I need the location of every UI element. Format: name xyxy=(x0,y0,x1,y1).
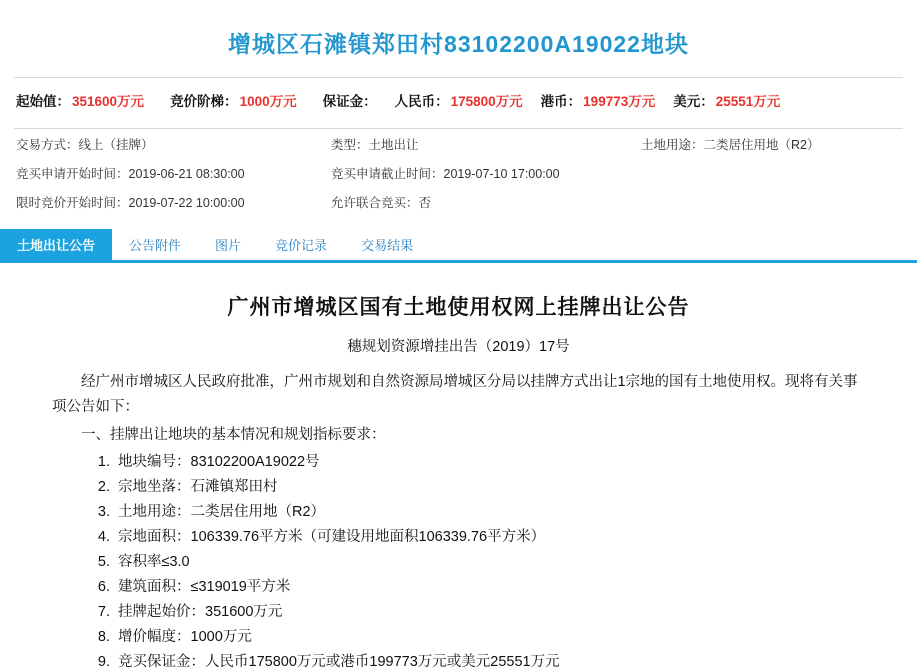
info-value: 2019-07-10 17:00:00 xyxy=(443,167,560,181)
info-value: 否 xyxy=(418,196,432,210)
info-apply-start xyxy=(16,164,331,182)
bid-step-label: 竞价阶梯： xyxy=(170,94,238,109)
info-joint-bid xyxy=(331,193,641,211)
bid-step-group xyxy=(170,90,297,110)
list-item: 5. 容积率≤3.0 xyxy=(114,550,865,575)
info-key: 类型： xyxy=(331,138,369,152)
list-item: 7. 挂牌起始价：351600万元 xyxy=(114,600,865,625)
tab-transaction-result[interactable]: 交易结果 xyxy=(361,238,414,253)
list-item: 1. 地块编号：83102200A19022号 xyxy=(114,450,865,475)
deposit-cny-label: 人民币： xyxy=(394,94,449,109)
list-item: 2. 宗地坐落：石滩镇郑田村 xyxy=(114,475,865,500)
list-item: 9. 竞买保证金：人民币175800万元或港币199773万元或美元25551万元 xyxy=(114,650,865,671)
deposit-hkd-value: 199773万元 xyxy=(583,94,656,109)
info-key: 竞买申请开始时间： xyxy=(16,167,129,181)
deposit-usd-value: 25551万元 xyxy=(715,94,781,109)
page-title: 增城区石滩镇郑田村83102200A19022地块 xyxy=(228,31,689,57)
start-price-group xyxy=(16,90,144,110)
document-paragraph-1: 经广州市增城区人民政府批准，广州市规划和自然资源局增城区分局以挂牌方式出让1宗地的国有土地使用权。现将有关事项公告如下： xyxy=(52,374,858,416)
info-block xyxy=(0,129,917,221)
tab-notice-attachment[interactable]: 公告附件 xyxy=(129,238,182,253)
info-spacer-2 xyxy=(641,193,901,211)
document-item-list xyxy=(52,450,865,671)
info-grid xyxy=(16,135,901,211)
document-section-1: 一、挂牌出让地块的基本情况和规划指标要求： xyxy=(81,426,386,443)
deposit-hkd-group xyxy=(541,90,656,110)
deposit-cny-value: 175800万元 xyxy=(450,94,523,109)
info-limit-bid-start xyxy=(16,193,331,211)
info-value: 2019-06-21 08:30:00 xyxy=(128,167,245,181)
deposit-usd-label: 美元： xyxy=(673,94,714,109)
list-item: 3. 土地用途：二类居住用地（R2） xyxy=(114,500,865,525)
info-spacer-1 xyxy=(641,164,901,182)
tab-bid-records[interactable]: 竞价记录 xyxy=(275,238,328,253)
deposit-cny-group xyxy=(395,90,523,110)
tab-images[interactable]: 图片 xyxy=(215,238,242,253)
deposit-usd-group xyxy=(673,90,780,110)
info-key: 土地用途： xyxy=(641,138,704,152)
info-value: 土地出让 xyxy=(368,138,419,152)
price-summary-bar xyxy=(0,78,917,122)
info-value: 二类居住用地（R2） xyxy=(703,138,820,152)
tab-land-transfer-notice[interactable]: 土地出让公告 xyxy=(0,229,112,260)
bid-step-value: 1000万元 xyxy=(239,94,297,109)
document-subtitle: 穗规划资源增挂出告（2019）17号 xyxy=(347,339,570,355)
document-body xyxy=(0,263,917,671)
info-type xyxy=(331,135,641,153)
start-price-label: 起始值： xyxy=(16,94,70,109)
deposit-group xyxy=(323,90,377,110)
start-price-value: 351600万元 xyxy=(72,94,145,109)
list-item: 8. 增价幅度：1000万元 xyxy=(114,625,865,650)
info-land-use xyxy=(641,135,901,153)
list-item: 4. 宗地面积：106339.76平方米（可建设用地面积106339.76平方米） xyxy=(114,525,865,550)
info-trade-mode xyxy=(16,135,331,153)
document-title: 广州市增城区国有土地使用权网上挂牌出让公告 xyxy=(227,296,690,319)
info-key: 竞买申请截止时间： xyxy=(331,167,444,181)
info-value: 线上（挂牌） xyxy=(78,138,154,152)
deposit-hkd-label: 港币： xyxy=(540,94,582,109)
info-key: 交易方式： xyxy=(16,138,79,152)
info-value: 2019-07-22 10:00:00 xyxy=(128,196,245,210)
info-key: 允许联合竞买： xyxy=(331,196,419,210)
deposit-label: 保证金： xyxy=(322,94,377,109)
list-item: 6. 建筑面积：≤319019平方米 xyxy=(114,575,865,600)
info-apply-end xyxy=(331,164,641,182)
tab-bar xyxy=(0,229,917,263)
info-key: 限时竞价开始时间： xyxy=(16,196,129,210)
